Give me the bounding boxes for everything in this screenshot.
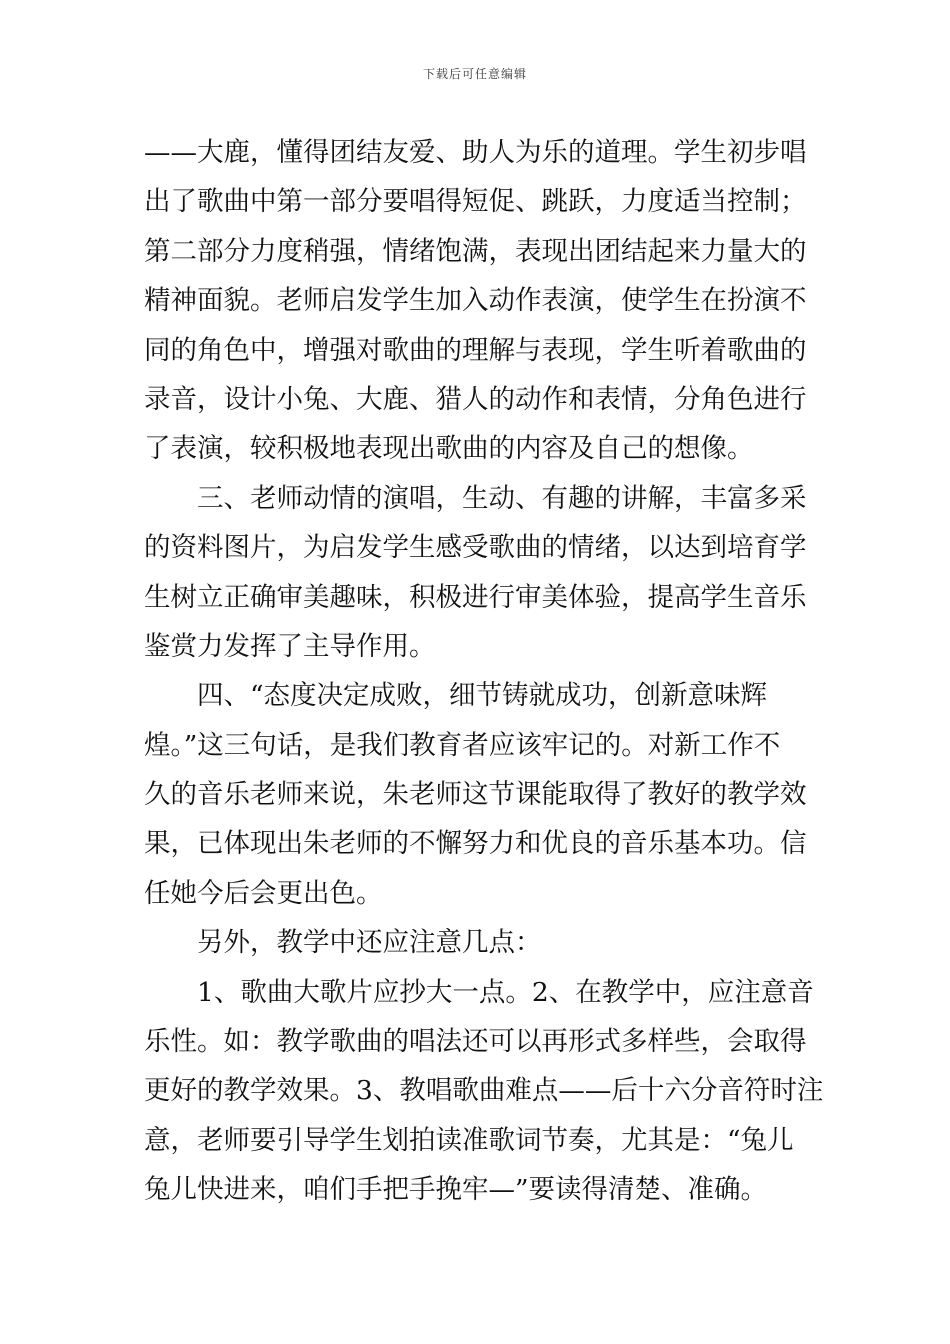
text-line: 果，已体现出朱老师的不懈努力和优良的音乐基本功。信 [144, 828, 807, 860]
text-line: 精神面貌。老师启发学生加入动作表演，使学生在扮演不 [144, 285, 807, 317]
text-line: 任她今后会更出色。 [144, 877, 383, 909]
text-line: 兔儿快进来，咱们手把手挽牢—”要读得清楚、准确。 [144, 1174, 768, 1206]
text-line: 三、老师动情的演唱，生动、有趣的讲解，丰富多采 [144, 482, 807, 514]
text-line: 的资料图片，为启发学生感受歌曲的情绪，以达到培育学 [144, 532, 807, 564]
text-line: 乐性。如：教学歌曲的唱法还可以再形式多样些，会取得 [144, 1026, 807, 1058]
text-line: 录音，设计小兔、大鹿、猎人的动作和表情，分角色进行 [144, 383, 807, 415]
text-line: ——大鹿，懂得团结友爱、助人为乐的道理。学生初步唱 [144, 137, 807, 168]
text-line: 煌。”这三句话，是我们教育者应该牢记的。对新工作不 [144, 729, 781, 761]
text-line: 鉴赏力发挥了主导作用。 [144, 630, 436, 662]
text-line: 更好的教学效果。3、教唱歌曲难点——后十六分音符时注 [144, 1075, 824, 1107]
text-line: 生树立正确审美趣味，积极进行审美体验，提高学生音乐 [144, 581, 807, 613]
text-line: 久的音乐老师来说，朱老师这节课能取得了教好的教学效 [144, 779, 807, 811]
text-line: 出了歌曲中第一部分要唱得短促、跳跃，力度适当控制； [144, 186, 807, 218]
text-line: 同的角色中，增强对歌曲的理解与表现，学生听着歌曲的 [144, 334, 807, 366]
text-line: 了表演，较积极地表现出歌曲的内容及自己的想像。 [144, 433, 754, 465]
text-line: 四、“态度决定成败，细节铸就成功，创新意味辉 [144, 680, 768, 712]
text-line: 第二部分力度稍强，情绪饱满，表现出团结起来力量大的 [144, 235, 807, 267]
page-header: 下载后可任意编辑 [422, 67, 527, 81]
document-body [144, 128, 824, 1215]
text-line: 1、歌曲大歌片应抄大一点。2、在教学中，应注意音 [144, 976, 814, 1008]
text-line: 另外，教学中还应注意几点： [144, 927, 542, 959]
text-line: 意，老师要引导学生划拍读准歌词节奏，尤其是：“兔儿 [144, 1124, 794, 1156]
